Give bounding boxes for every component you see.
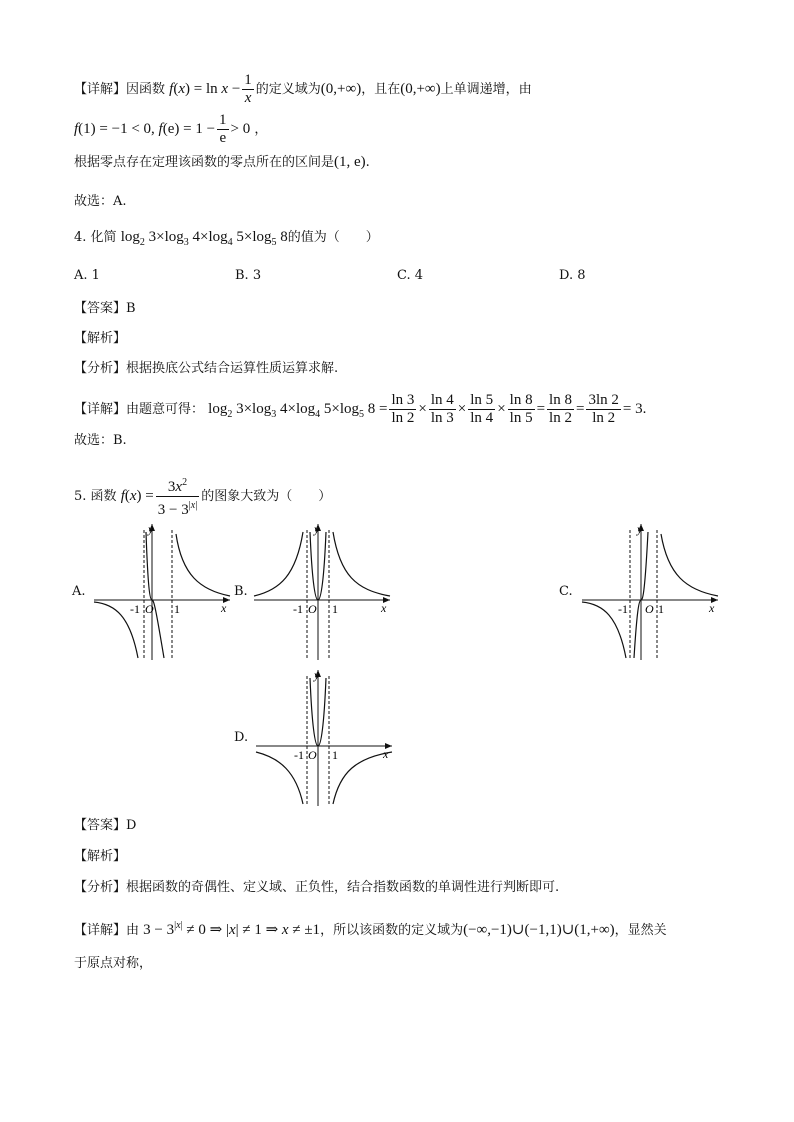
detail-text: 上单调递增，由 [440, 81, 532, 97]
detail-text: 的定义域为 [255, 81, 321, 97]
graph-c-label: C. [559, 584, 573, 599]
tick-neg-one: -1 [293, 602, 303, 616]
graph-d [252, 666, 397, 811]
origin-label: O [145, 602, 154, 616]
q4-analysis-label: 【解析】 [74, 331, 127, 346]
tick-neg-one: -1 [294, 748, 304, 762]
q3-values-line: f(1) = −1 < 0, f(e) = 1 − $\frac{1}{e}$ > 0 ， [74, 112, 268, 146]
q3-detail-line [74, 72, 532, 107]
q5-function: f(x) = $\frac{3x^2}{3 - 3^{|x|}}$ [121, 488, 202, 504]
tick-one: 1 [174, 602, 180, 616]
question-number: 5. 函数 [74, 488, 117, 504]
period: . [365, 155, 370, 170]
graph-a [90, 520, 235, 665]
q5-answer [74, 816, 136, 836]
q5-analysis-label: 【解析】 [74, 849, 127, 864]
values-formula: f(1) = −1 < 0, f(e) = 1 − $\frac{1}{e}$ > 0 [74, 112, 251, 146]
q5-detail-cont: 于原点对称， [74, 956, 153, 971]
option-a: A. 1 [74, 268, 100, 283]
domain-formula: (0,+∞) [400, 80, 441, 97]
detail-label: 【详解】 [74, 923, 127, 938]
detail-text: 由 [126, 923, 140, 938]
domain-formula: (−∞,−1)∪(−1,1)∪(1,+∞) [463, 922, 615, 938]
question-suffix: 的值为（ ） [287, 230, 379, 245]
y-label: y [314, 668, 320, 682]
q5-detail-formula: $3 - 3^{|x|} \ne 0$ ⇒ |x| ≠ 1 ⇒ x ≠ ±1 [143, 920, 321, 938]
q4-answer [74, 299, 136, 319]
tick-one: 1 [332, 602, 338, 616]
detail-text: ，所以该函数的定义域为 [320, 923, 464, 938]
origin-label: O [308, 602, 317, 616]
y-label: y [637, 522, 643, 536]
detail-label: 【详解】 [74, 401, 127, 417]
graph-a-label: A. [72, 584, 86, 599]
answer-value: D [126, 818, 137, 833]
graph-b [250, 520, 395, 665]
q5-fenxi [74, 878, 559, 898]
option-c: C. 4 [397, 268, 424, 283]
graph-b-label: B. [234, 584, 248, 599]
fenxi-text: 根据函数的奇偶性、定义域、正负性，结合指数函数的单调性进行判断即可. [126, 880, 560, 895]
curve-right-branch [661, 534, 718, 596]
tick-one: 1 [658, 602, 664, 616]
q4-expression: $\log_2 3\times\log_3$ $4\times\log_4$ $5\times\log_5$ 8 [120, 229, 288, 248]
option-d: D. 8 [559, 268, 586, 283]
y-label: y [314, 522, 320, 536]
q5-stem [74, 474, 331, 519]
answer-label: 【答案】 [74, 818, 127, 833]
tick-one: 1 [332, 748, 338, 762]
x-label: x [383, 747, 389, 761]
q5-detail [74, 916, 667, 941]
question-number: 4. 化简 [74, 230, 117, 245]
answer-label: 【答案】 [74, 301, 127, 316]
q4-choice: 故选：B. [74, 433, 127, 448]
detail-text: ，显然关 [614, 923, 667, 938]
fenxi-label: 【分析】 [74, 880, 127, 895]
detail-text: ，且在 [361, 81, 401, 97]
q4-stem [74, 227, 379, 253]
fenxi-text: 根据换底公式结合运算性质运算求解. [126, 361, 339, 376]
x-label: x [221, 601, 227, 615]
curve-middle-branch [146, 532, 164, 658]
q4-fenxi [74, 359, 338, 379]
question-suffix: 的图象大致为（ ） [201, 488, 332, 504]
interval-formula: (1, e) [334, 154, 366, 170]
curve-right-branch [333, 532, 390, 596]
origin-label: O [308, 748, 317, 762]
answer-value: B [126, 301, 136, 316]
graph-d-label: D. [234, 730, 249, 745]
fenxi-label: 【分析】 [74, 361, 127, 376]
domain-formula: (0,+∞) [320, 80, 362, 97]
q4-detail [74, 392, 646, 427]
graph-c [578, 520, 723, 665]
tick-neg-one: -1 [130, 602, 140, 616]
y-label: y [148, 522, 154, 536]
detail-label: 【详解】 [74, 81, 127, 97]
q4-detail-formula: $\log_2 3\times\log_3$ $4\times\log_4$ $5\times\log_5$ 8 = $\frac{\ln 3}{\ln 2}$ × $\frac{\ln 4}{\ln 3}$ × $\frac{\ln 5}{\ln 4}$ × $\frac{\ln 8}{\ln 5}$ = $\frac{\ln 8}{\ln 2}$ = $\frac{3\ln 2}{\ln 2}$ = 3. [208, 392, 647, 426]
x-label: x [709, 601, 715, 615]
detail-text: 由题意可得： [126, 401, 205, 417]
function-formula: f(x) = ln x − $\frac{1}{x}$ [169, 72, 252, 106]
conclusion-text: 根据零点存在定理该函数的零点所在的区间是 [74, 155, 335, 170]
option-b: B. 3 [235, 268, 262, 283]
q3-choice: 故选：A. [74, 194, 127, 209]
detail-text: 因函数 [126, 81, 166, 97]
origin-label: O [645, 602, 654, 616]
curve-right-branch [176, 534, 230, 596]
tick-neg-one: -1 [618, 602, 628, 616]
x-label: x [381, 601, 387, 615]
curve-left-branch [254, 532, 303, 596]
q3-conclusion-line [74, 152, 370, 173]
